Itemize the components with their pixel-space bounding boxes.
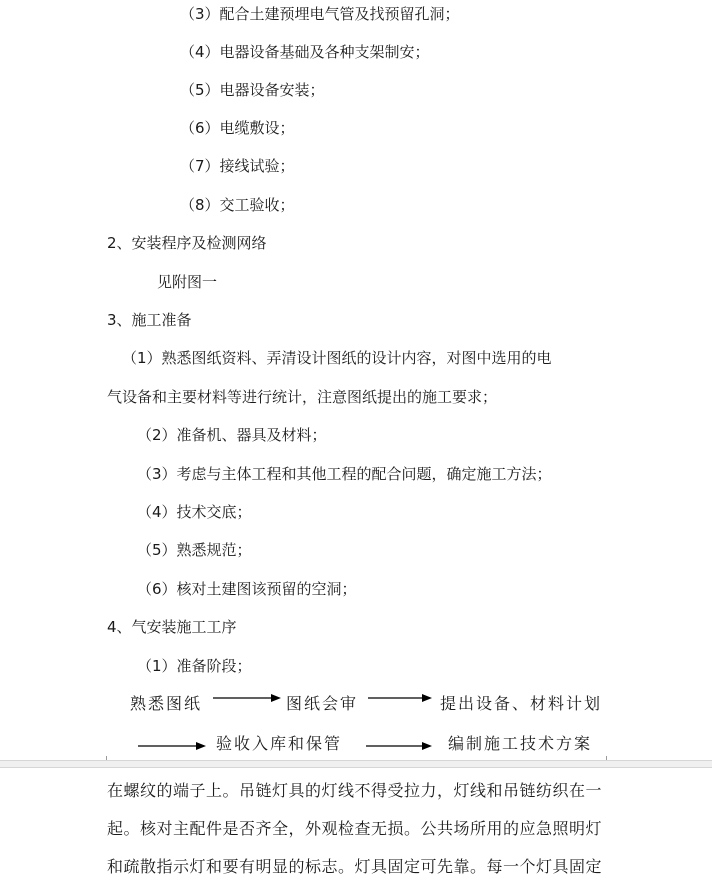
flow-step-storage: 验收入库和保管 <box>216 734 343 753</box>
section-heading-4: 4、气安装施工工序 <box>107 618 237 636</box>
page-break <box>0 760 712 768</box>
list-item: （5）熟悉规范； <box>137 541 252 559</box>
paragraph-line: 气设备和主要材料等进行统计，注意图纸提出的施工要求； <box>107 388 498 406</box>
flow-step-construction-plan: 编制施工技术方案 <box>448 734 593 753</box>
list-item-6: （6）电缆敷设； <box>180 119 295 137</box>
flow-arrow-icon <box>138 740 206 752</box>
list-item: （3）考虑与主体工程和其他工程的配合问题，确定施工方法； <box>137 465 552 483</box>
paragraph-line: 起。核对主配件是否齐全，外观检查无损。公共场所用的应急照明灯 <box>107 819 603 838</box>
list-item: （4）技术交底； <box>137 503 252 521</box>
section-heading-3: 3、施工准备 <box>107 311 192 329</box>
flow-arrow-icon <box>368 692 432 704</box>
flow-arrow-icon <box>213 692 281 704</box>
paragraph-line: 和疏散指示灯和要有明显的标志。灯具固定可先靠。每一个灯具固定 <box>107 857 603 876</box>
paragraph-line: （1）熟悉图纸资料、弄清设计图纸的设计内容，对图中选用的电 <box>122 349 552 367</box>
list-item-5: （5）电器设备安装； <box>180 81 325 99</box>
list-item-7: （7）接线试验； <box>180 157 295 175</box>
list-item: （2）准备机、器具及材料； <box>137 426 327 444</box>
flow-step-read-drawings: 熟悉图纸 <box>130 694 203 713</box>
flow-step-drawing-review: 图纸会审 <box>286 694 359 713</box>
list-item: （1）准备阶段； <box>137 657 252 675</box>
flow-step-material-plan: 提出设备、材料计划 <box>440 694 603 713</box>
list-item-4: （4）电器设备基础及各种支架制安； <box>180 43 430 61</box>
paragraph-line: 在螺纹的端子上。吊链灯具的灯线不得受拉力，灯线和吊链纺织在一 <box>107 781 603 800</box>
flow-arrow-icon <box>366 740 432 752</box>
see-appendix-text: 见附图一 <box>157 273 218 291</box>
list-item-3: （3）配合土建预埋电气管及找预留孔洞； <box>180 5 460 23</box>
list-item-8: （8）交工验收； <box>180 196 295 214</box>
list-item: （6）核对土建图该预留的空洞； <box>137 580 357 598</box>
section-heading-2: 2、安装程序及检测网络 <box>107 234 267 252</box>
